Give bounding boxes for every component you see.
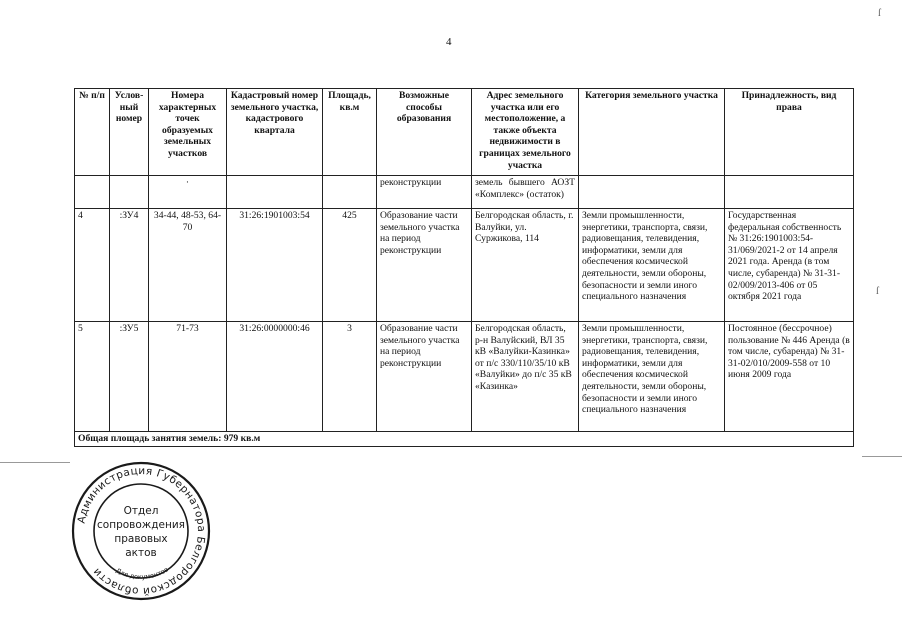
table-row-continuation bbox=[75, 176, 854, 209]
header-cell: Кадастровый номер земельного участка, кадастрового квартала bbox=[227, 89, 323, 176]
table-header-row bbox=[75, 89, 854, 176]
scan-mark: ſ bbox=[876, 286, 879, 297]
cell-points: 34-44, 48-53, 64-70 bbox=[149, 209, 227, 322]
header-cell: № п/п bbox=[75, 89, 110, 176]
header-cell: Номера характерных точек образуемых земельных участков bbox=[149, 89, 227, 176]
stamp-inner-ring bbox=[94, 484, 188, 578]
table-cell bbox=[227, 176, 323, 209]
cell-cadastral: 31:26:0000000:46 bbox=[227, 322, 323, 432]
cell-area: 3 bbox=[323, 322, 377, 432]
cell-points: 71-73 bbox=[149, 322, 227, 432]
cell-num: 4 bbox=[75, 209, 110, 322]
cell-ownership: Постоянное (бессрочное) пользование № 446 Аренда (в том числе, субаренда) № 31-31-02/010/2009-558 от 10 июня 2009 года bbox=[725, 322, 854, 432]
stamp-outer-text: Администрация Губернатора Белгородской области bbox=[75, 464, 208, 598]
header-cell: Площадь, кв.м bbox=[323, 89, 377, 176]
cell-category: Земли промышленности, энергетики, транспорта, связи, радиовещания, телевидения, информатики, земли для обеспечения космической деятельности, земли обороны, безопасности и земли иного специального назначения bbox=[579, 209, 725, 322]
cell-method: Образование части земельного участка на период реконструкции bbox=[377, 209, 472, 322]
cell-code: :ЗУ5 bbox=[110, 322, 149, 432]
cell-ownership: Государственная федеральная собственность № 31:26:1901003:54-31/069/2021-2 от 14 апреля 2021 года. Аренда (в том числе, субаренда) № 31-31-02/009/2013-406 от 05 октября 2021 года bbox=[725, 209, 854, 322]
header-cell: Возможные способы образования bbox=[377, 89, 472, 176]
total-row bbox=[75, 432, 854, 447]
table-row bbox=[75, 322, 854, 432]
stamp-line: правовых bbox=[114, 533, 168, 545]
table-cell-address: земель бывшего АОЗТ «Комплекс» (остаток) bbox=[472, 176, 579, 209]
fold-line bbox=[0, 462, 70, 463]
cell-cadastral: 31:26:1901003:54 bbox=[227, 209, 323, 322]
cell-address: Белгородская область, р-н Валуйский, ВЛ 35 кВ «Валуйки-Казинка» от п/с 330/110/35/10 кВ «Валуйки» до п/с 35 кВ «Казинка» bbox=[472, 322, 579, 432]
table-row bbox=[75, 209, 854, 322]
cell-num: 5 bbox=[75, 322, 110, 432]
table-cell bbox=[75, 176, 110, 209]
page-number: 4 bbox=[446, 36, 452, 48]
table-cell: · bbox=[149, 176, 227, 209]
land-plots-table bbox=[74, 88, 854, 447]
cell-area: 425 bbox=[323, 209, 377, 322]
stamp-bottom-text: Для документов bbox=[114, 565, 170, 581]
stamp-line: сопровождения bbox=[97, 519, 185, 531]
fold-line bbox=[862, 456, 902, 457]
cell-method: Образование части земельного участка на период реконструкции bbox=[377, 322, 472, 432]
table-cell bbox=[725, 176, 854, 209]
official-stamp bbox=[70, 460, 212, 602]
header-cell: Услов-ный номер bbox=[110, 89, 149, 176]
cell-category: Земли промышленности, энергетики, транспорта, связи, радиовещания, телевидения, информатики, земли для обеспечения космической деятельности, земли обороны, безопасности и земли иного специального назначения bbox=[579, 322, 725, 432]
table-cell bbox=[579, 176, 725, 209]
stamp-line: Отдел bbox=[123, 505, 159, 517]
scan-mark: ſ bbox=[878, 8, 881, 19]
total-area-text: Общая площадь занятия земель: 979 кв.м bbox=[75, 432, 854, 447]
cell-address: Белгородская область, г. Валуйки, ул. Суржикова, 114 bbox=[472, 209, 579, 322]
header-cell: Категория земельного участка bbox=[579, 89, 725, 176]
stamp-line: актов bbox=[125, 547, 157, 559]
header-cell: Адрес земельного участка или его местоположение, а также объекта недвижимости в границах земельного участка bbox=[472, 89, 579, 176]
table-cell bbox=[110, 176, 149, 209]
svg-text:Для документов bbox=[114, 565, 170, 581]
header-cell: Принадлежность, вид права bbox=[725, 89, 854, 176]
table-cell-method: реконструкции bbox=[377, 176, 472, 209]
table-cell bbox=[323, 176, 377, 209]
cell-code: :ЗУ4 bbox=[110, 209, 149, 322]
